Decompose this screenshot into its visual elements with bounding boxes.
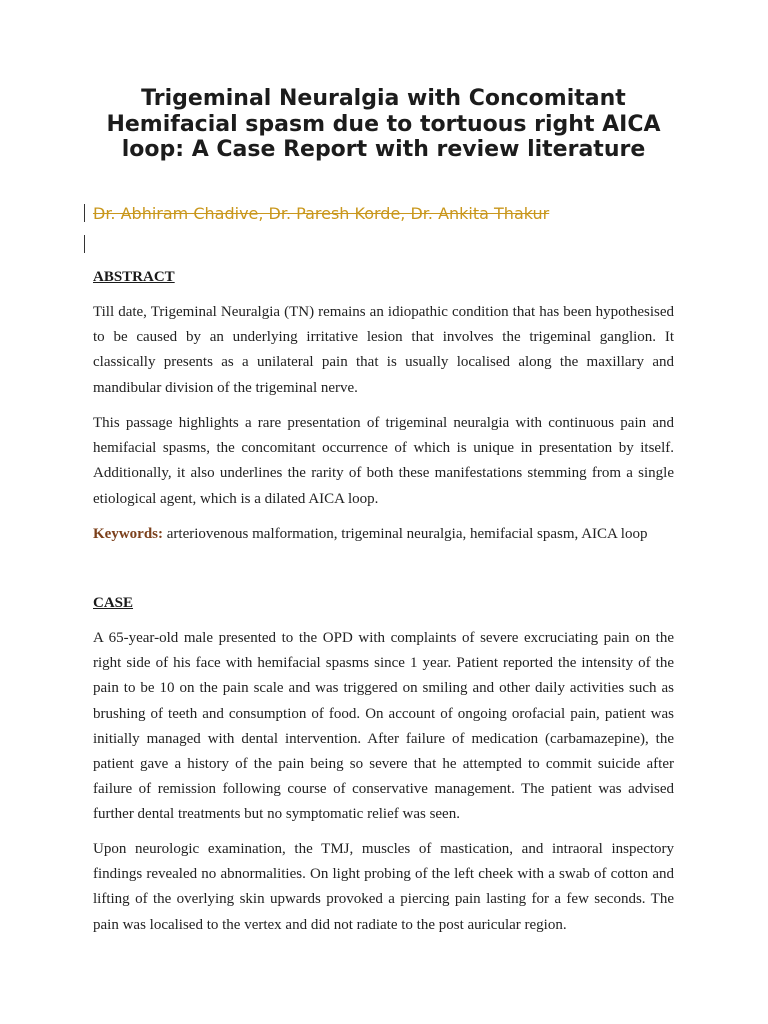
abstract-paragraph: Till date, Trigeminal Neuralgia (TN) remains an idiopathic condition that has been hypothesised to be caused by an underlying irritative lesion that involves the trigeminal ganglion. It classically presents as a unilateral pain that is usually localised along the maxillary and mandibular division of the trigeminal nerve. — [93, 304, 674, 396]
keywords-label: Keywords: — [93, 526, 163, 542]
paper-title: Trigeminal Neuralgia with Concomitant Hemifacial spasm due to tortuous right AICA loop: A Case Report with review literature — [106, 86, 661, 162]
case-heading: CASE — [93, 595, 134, 611]
author-list: Dr. Abhiram Chadive, Dr. Paresh Korde, Dr. Ankita Thakur — [93, 204, 550, 223]
abstract-paragraph: This passage highlights a rare presentation of trigeminal neuralgia with continuous pain and hemifacial spasms, the concomitant occurrence of which is unique in presentation by itself. Additionally, it also underlines the rarity of both these manifestations stemming from a single etiological agent, which is a dilated AICA loop. — [93, 415, 674, 507]
keywords-text: arteriovenous malformation, trigeminal neuralgia, hemifacial spasm, AICA loop — [166, 526, 648, 542]
case-paragraph: A 65-year-old male presented to the OPD with complaints of severe excruciating pain on the right side of his face with hemifacial spasms since 1 year. Patient reported the intensity of the pain to be 10 on the pain scale and was triggered on smiling and other daily activities such as brushing of teeth and consumption of food. On account of ongoing orofacial pain, patient was initially managed with dental intervention. After failure of medication (carbamazepine), the patient gave a history of the pain being so severe that he attempted to commit suicide after failure of remission following course of conservative management. The patient was advised further dental treatments but no symptomatic relief was seen. — [93, 630, 674, 823]
track-change-bar — [84, 235, 85, 253]
keywords-line — [93, 522, 693, 546]
abstract-heading: ABSTRACT — [93, 269, 175, 285]
case-paragraph: Upon neurologic examination, the TMJ, muscles of mastication, and intraoral inspectory findings revealed no abnormalities. On light probing of the left cheek with a swab of cotton and lifting of the overlying skin upwards provoked a piercing pain lasting for a few seconds. The pain was localised to the vertex and did not radiate to the post auricular region. — [93, 841, 674, 933]
track-change-bar — [84, 204, 85, 222]
